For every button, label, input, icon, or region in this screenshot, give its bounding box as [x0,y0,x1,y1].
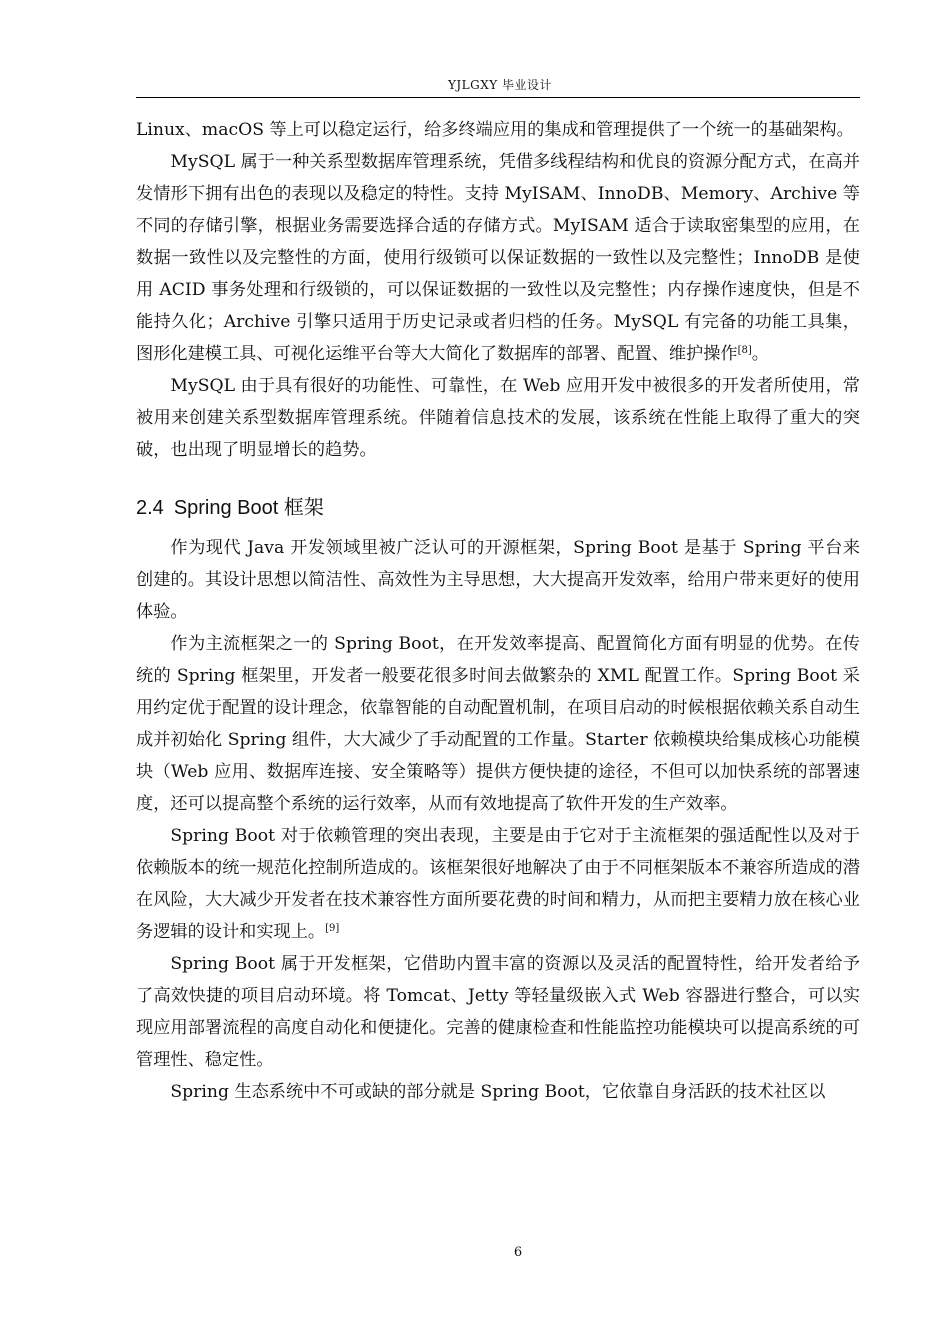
paragraph-mysql-usage: MySQL 由于具有很好的功能性、可靠性，在 Web 应用开发中被很多的开发者所使用，常被用来创建关系型数据库管理系统。伴随着信息技术的发展，该系统在性能上取得了重大的突破，也出现了明显增长的趋势。 [136,376,860,460]
paragraph-text: Spring Boot 对于依赖管理的突出表现，主要是由于它对于主流框架的强适配性以及对于依赖版本的统一规范化控制所造成的。该框架很好地解决了由于不同框架版本不兼容所造成的潜在风险，大大减少开发者在技术兼容性方面所要花费的时间和精力，从而把主要精力放在核心业务逻辑的设计和实现上。 [136,826,860,942]
section-title: Spring Boot 框架 [173,497,324,519]
citation-ref: [8] [737,345,752,356]
citation-ref: [9] [325,923,340,934]
paragraph-mysql [136,146,860,370]
paragraph-dependency-management [136,820,860,948]
section-heading [136,490,860,526]
section-number: 2.4 [136,497,164,519]
paragraph-embedded-containers: Spring Boot 属于开发框架，它借助内置丰富的资源以及灵活的配置特性，给开发者给予了高效快捷的项目启动环境。将 Tomcat、Jetty 等轻量级嵌入式 Web 容器进行整合，可以实现应用部署流程的高度自动化和便捷化。完善的健康检查和性能监控功能模块可以提高系统的可管理性、稳定性。 [136,954,860,1070]
paragraph-springboot-advantages: 作为主流框架之一的 Spring Boot，在开发效率提高、配置简化方面有明显的优势。在传统的 Spring 框架里，开发者一般要花很多时间去做繁杂的 XML 配置工作。Spring Boot 采用约定优于配置的设计理念，依靠智能的自动配置机制，在项目启动的时候根据依赖关系自动生成并初始化 Spring 组件，大大减少了手动配置的工作量。Starter 依赖模块给集成核心功能模块（Web 应用、数据库连接、安全策略等）提供方便快捷的途径，不但可以加快系统的部署速度，还可以提高整个系统的运行效率，从而有效地提高了软件开发的生产效率。 [136,634,860,814]
paragraph-end: 。 [751,344,769,364]
paragraph-continuation: Linux、macOS 等上可以稳定运行，给多终端应用的集成和管理提供了一个统一的基础架构。 [136,120,854,140]
header-rule [136,97,860,98]
page-number: 6 [513,1245,523,1260]
body-text [136,114,860,1108]
paragraph-ecosystem: Spring 生态系统中不可或缺的部分就是 Spring Boot，它依靠自身活跃的技术社区以 [170,1082,826,1102]
paragraph-text: MySQL 属于一种关系型数据库管理系统，凭借多线程结构和优良的资源分配方式，在高并发情形下拥有出色的表现以及稳定的特性。支持 MyISAM、InnoDB、Memory、Archive 等不同的存储引擎，根据业务需要选择合适的存储方式。MyISAM 适合于读取密集型的应用，在数据一致性以及完整性的方面，使用行级锁可以保证数据的一致性以及完整性；InnoDB 是使用 ACID 事务处理和行级锁的，可以保证数据的一致性以及完整性；内存操作速度快，但是不能持久化；Archive 引擎只适用于历史记录或者归档的任务。MySQL 有完备的功能工具集，图形化建模工具、可视化运维平台等大大简化了数据库的部署、配置、维护操作 [136,152,860,364]
paragraph-springboot-intro: 作为现代 Java 开发领域里被广泛认可的开源框架，Spring Boot 是基于 Spring 平台来创建的。其设计思想以简洁性、高效性为主导思想，大大提高开发效率，给用户带来更好的使用体验。 [136,538,860,622]
running-header: YJLGXY 毕业设计 [447,78,553,92]
